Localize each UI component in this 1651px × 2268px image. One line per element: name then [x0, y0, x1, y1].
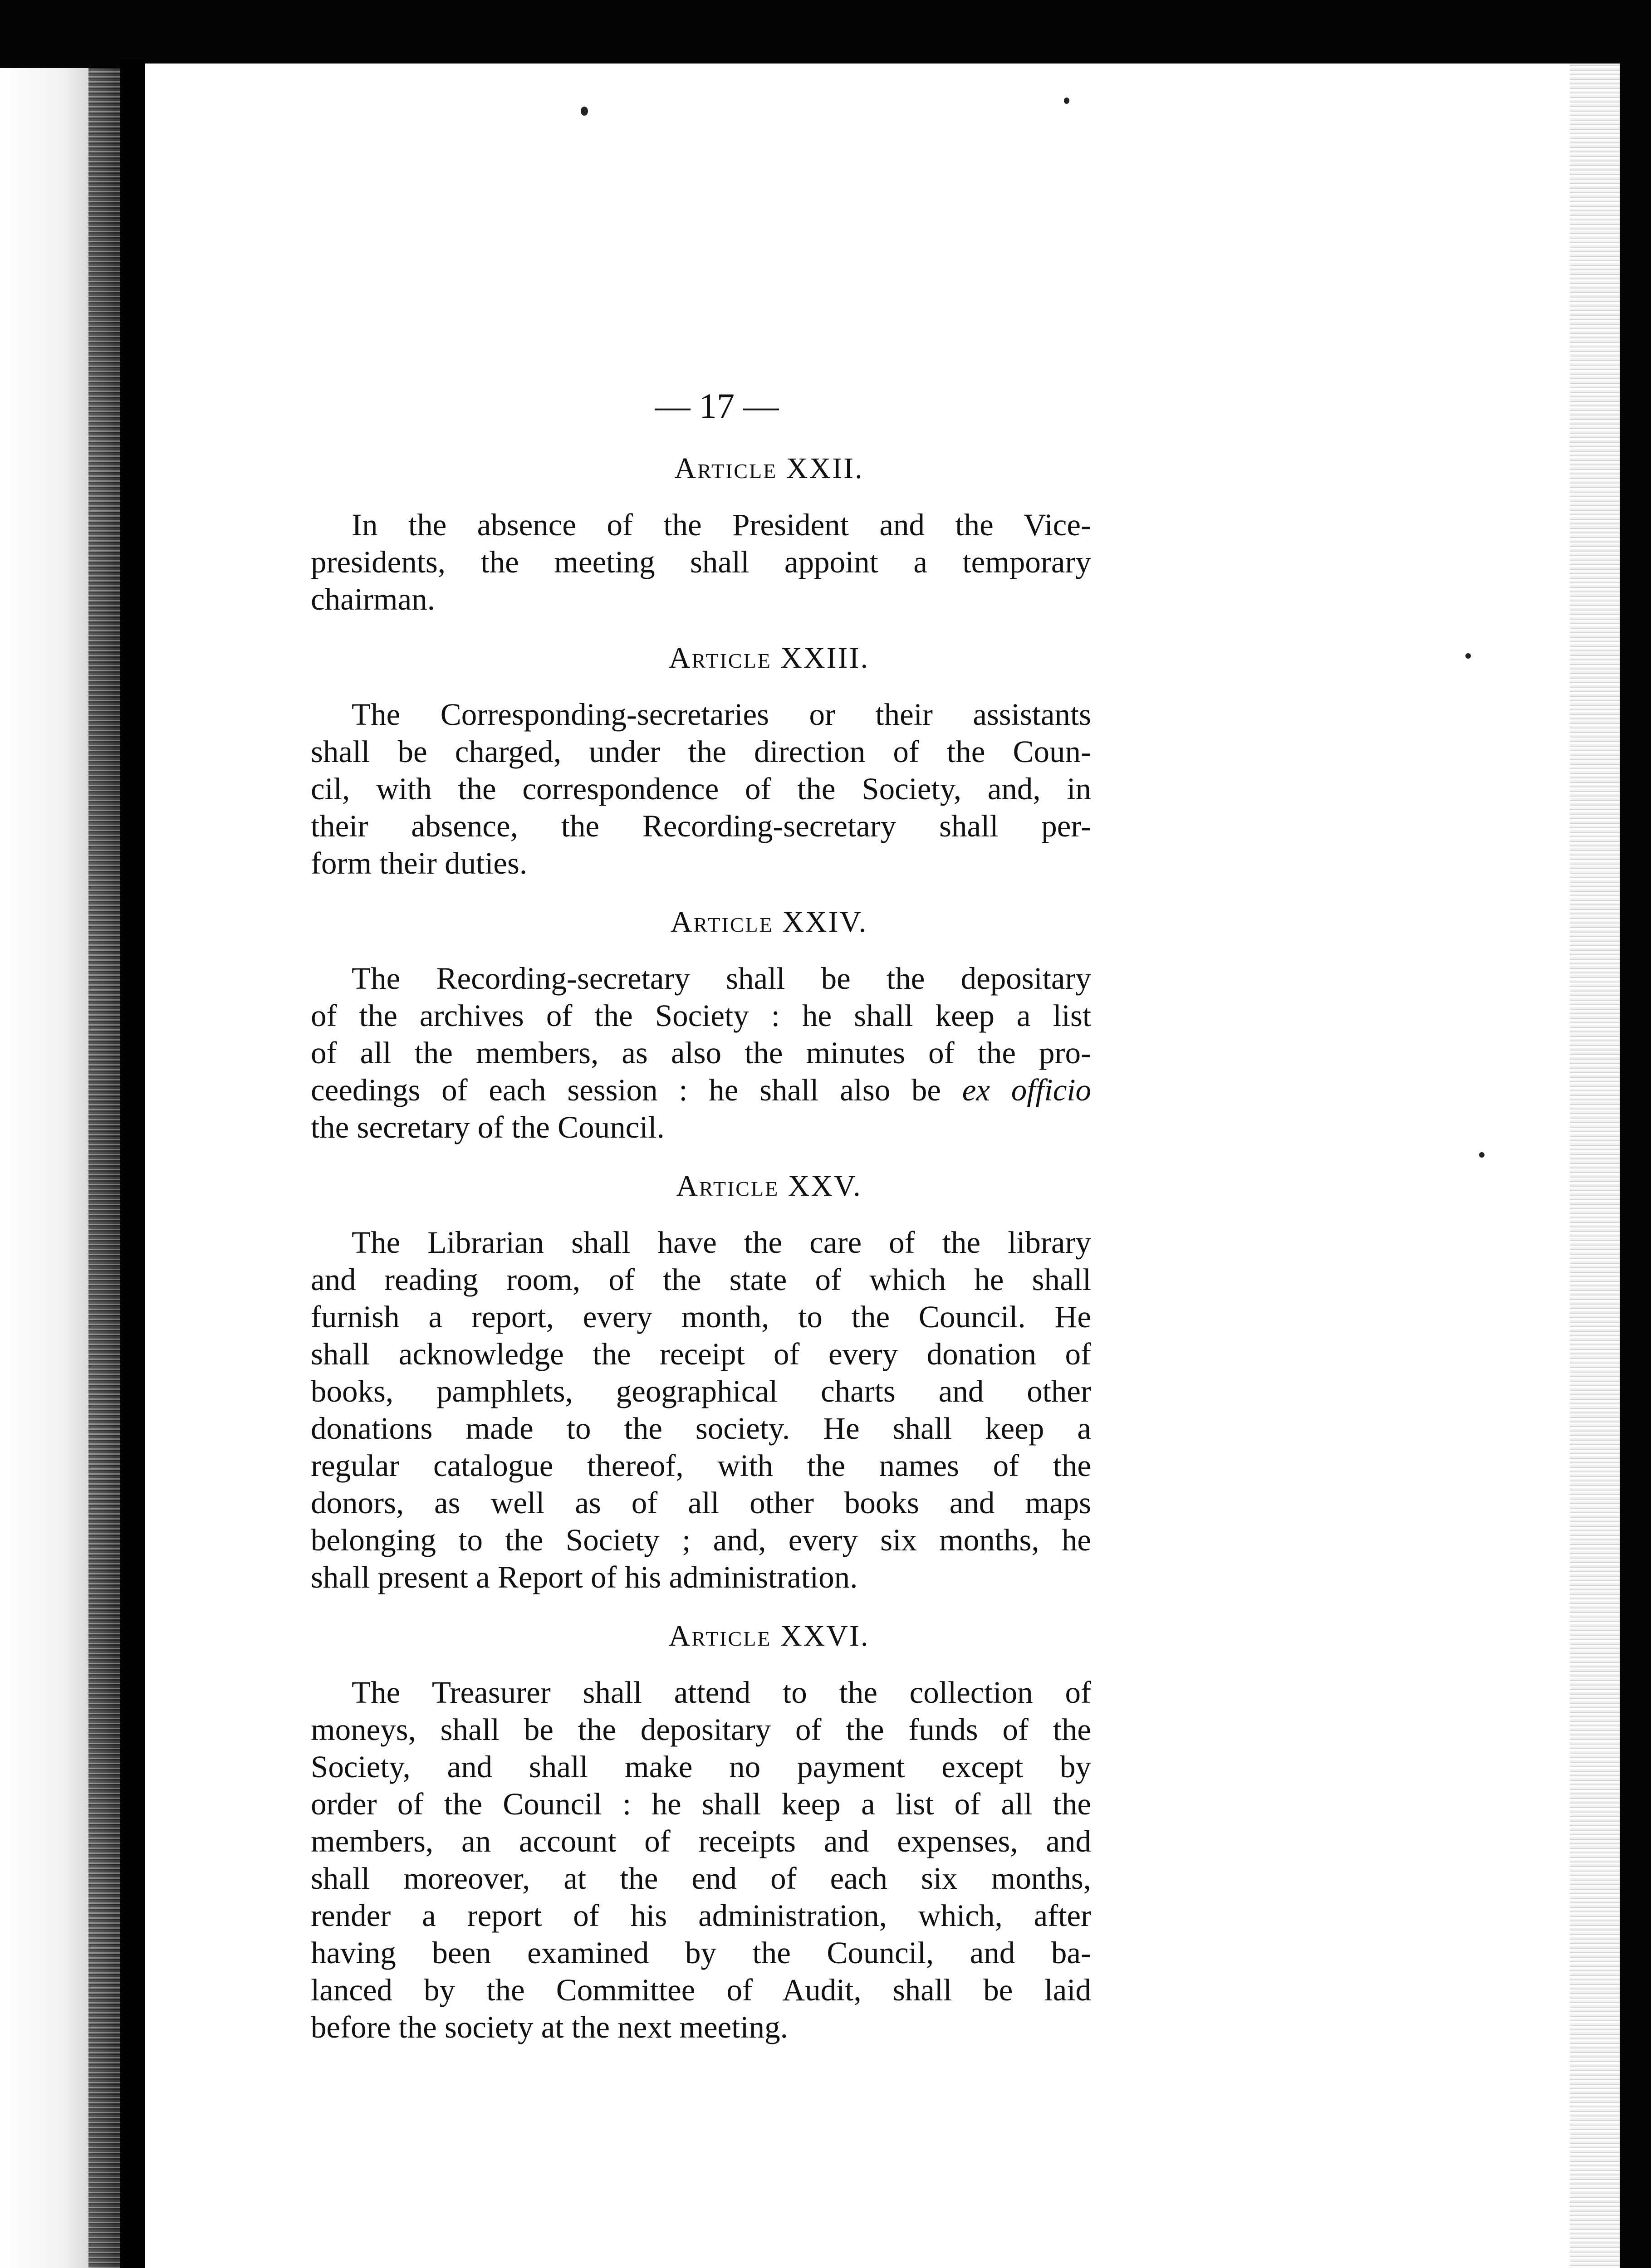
scan-speck [1479, 1152, 1484, 1158]
page-right-edge [1570, 64, 1620, 2268]
text-line: and reading room, of the state of which he shall [311, 1262, 1091, 1297]
facing-page-shadow [88, 68, 120, 2268]
article-paragraph [311, 960, 1091, 1146]
text-line: form their duties. [311, 846, 528, 880]
text-line: cil, with the correspondence of the Society, and, in [311, 772, 1091, 806]
article-paragraph [311, 506, 1091, 618]
italic-phrase: ex officio [962, 1073, 1092, 1107]
article-paragraph [311, 1674, 1091, 2046]
scan-speck [1465, 653, 1471, 659]
text-line: shall present a Report of his administration. [311, 1560, 858, 1594]
text-line: the secretary of the Council. [311, 1110, 665, 1144]
article-paragraph [311, 1224, 1091, 1596]
text-line: The Treasurer shall attend to the collection of [352, 1675, 1091, 1710]
text-line: regular catalogue thereof, with the names of the [311, 1448, 1091, 1483]
text-line: donations made to the society. He shall keep a [311, 1411, 1091, 1446]
scan-speck [1064, 98, 1069, 104]
text-line: of all the members, as also the minutes of the pro- [311, 1036, 1091, 1070]
text-line: shall moreover, at the end of each six months, [311, 1861, 1091, 1896]
text-line: chairman. [311, 582, 435, 616]
article-heading [447, 1617, 1091, 1656]
text-line: In the absence of the President and the Vice- [352, 508, 1091, 542]
text-line: The Librarian shall have the care of the library [352, 1225, 1091, 1260]
scan-speck [581, 107, 588, 116]
document-page [145, 64, 1620, 2268]
text-line: moneys, shall be the depositary of the funds of the [311, 1712, 1091, 1747]
text-line: members, an account of receipts and expenses, and [311, 1824, 1091, 1858]
text-line-with-italic [311, 1071, 1091, 1109]
text-segment: ceedings of each session : he shall also be [311, 1073, 962, 1107]
page-number: — 17 — [655, 386, 779, 425]
text-line: having been examined by the Council, and ba- [311, 1936, 1091, 1970]
text-line: The Corresponding-secretaries or their assistants [352, 697, 1091, 732]
article-heading-text: Article XXIV. [670, 905, 868, 938]
text-line: shall be charged, under the direction of the Coun- [311, 734, 1091, 769]
text-line: lanced by the Committee of Audit, shall be laid [311, 1973, 1091, 2007]
text-line: The Recording-secretary shall be the depositary [352, 961, 1091, 996]
article-heading [447, 1167, 1091, 1206]
page-text [311, 386, 1091, 2067]
article-paragraph [311, 696, 1091, 882]
text-line: presidents, the meeting shall appoint a temporary [311, 545, 1091, 579]
article-heading-text: Article XXII. [674, 452, 864, 485]
article-heading-text: Article XXIII. [668, 641, 870, 675]
text-line: donors, as well as of all other books and maps [311, 1486, 1091, 1520]
article-heading [447, 639, 1091, 678]
text-line: their absence, the Recording-secretary shall per- [311, 809, 1091, 843]
text-line: belonging to the Society ; and, every six months, he [311, 1523, 1091, 1557]
article-heading-text: Article XXVI. [668, 1619, 870, 1652]
text-line: furnish a report, every month, to the Council. He [311, 1300, 1091, 1334]
text-line: books, pamphlets, geographical charts and other [311, 1374, 1091, 1408]
text-line: Society, and shall make no payment except by [311, 1750, 1091, 1784]
article-heading [447, 449, 1091, 488]
text-line: before the society at the next meeting. [311, 2010, 788, 2044]
text-line: order of the Council : he shall keep a list of all the [311, 1787, 1091, 1821]
book-gutter [120, 59, 145, 2268]
article-heading-text: Article XXV. [676, 1169, 862, 1202]
text-line: of the archives of the Society : he shall keep a list [311, 998, 1091, 1033]
article-heading [447, 903, 1091, 942]
text-line: render a report of his administration, which, after [311, 1898, 1091, 1933]
text-line: shall acknowledge the receipt of every donation of [311, 1337, 1091, 1371]
